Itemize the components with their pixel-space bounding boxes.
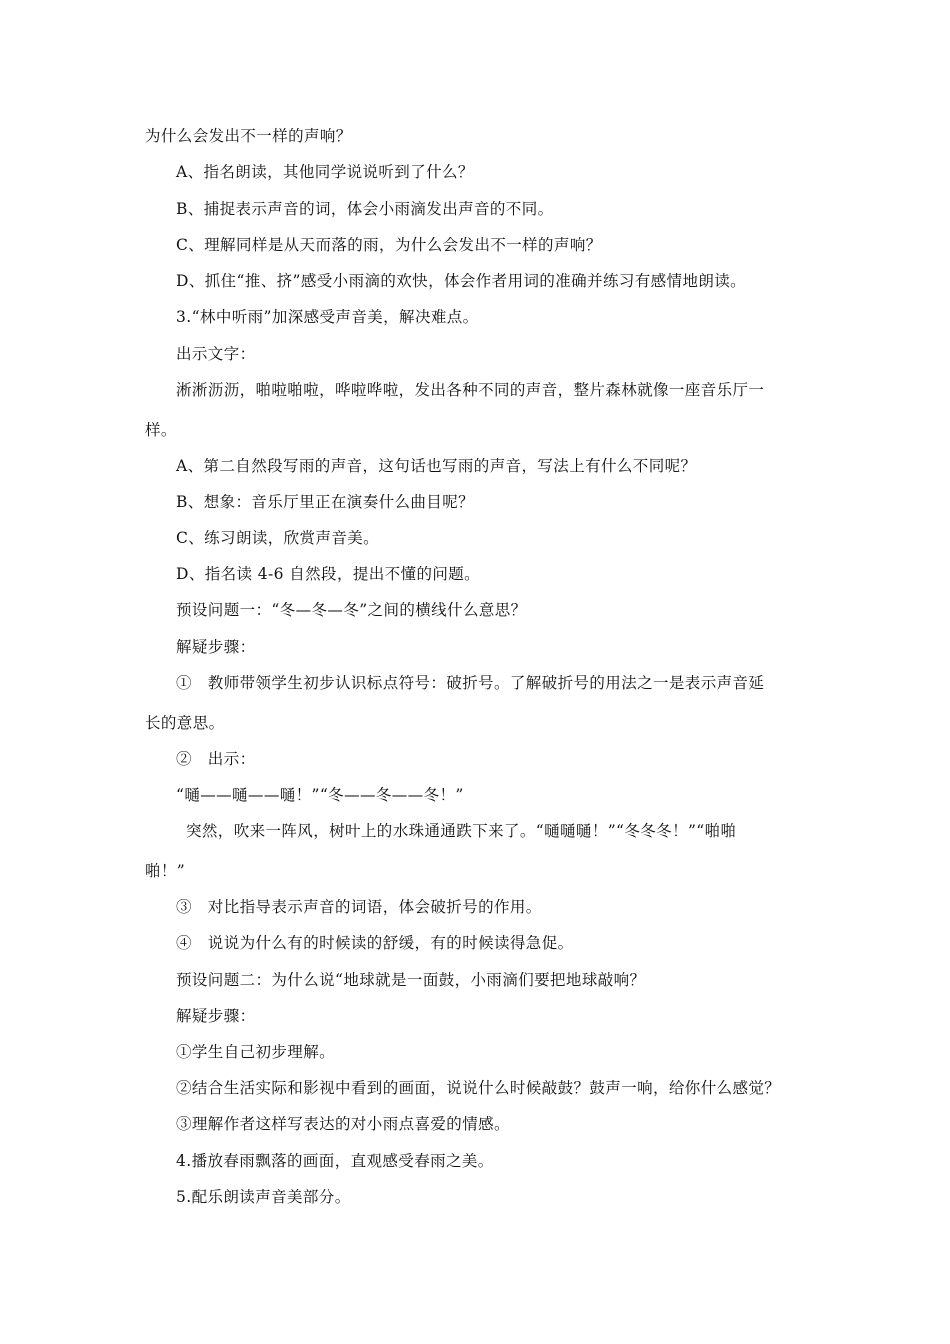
- paragraph-line: 解疑步骤：: [176, 638, 256, 656]
- paragraph-line: C、理解同样是从天而落的雨，为什么会发出不一样的声响？: [176, 236, 602, 254]
- quoted-text-line: 突然，吹来一阵风，树叶上的水珠通通跌下来了。“嗵嗵嗵！”“冬冬冬！”“啪啪: [186, 822, 737, 840]
- paragraph-line: B、想象：音乐厅里正在演奏什么曲目呢？: [176, 493, 474, 511]
- quoted-text-line: 啪！”: [145, 862, 186, 880]
- paragraph-line: 出示文字：: [176, 345, 256, 363]
- paragraph-line: 长的意思。: [145, 714, 225, 732]
- paragraph-line: ① 教师带领学生初步认识标点符号：破折号。了解破折号的用法之一是表示声音延: [176, 674, 765, 692]
- paragraph-line: D、指名读 4-6 自然段，提出不懂的问题。: [176, 565, 481, 583]
- paragraph-line: ④ 说说为什么有的时候读的舒缓，有的时候读得急促。: [176, 934, 574, 952]
- paragraph-line: 预设问题二：为什么说“地球就是一面鼓，小雨滴们要把地球敲响？: [176, 971, 646, 989]
- paragraph-line: C、练习朗读，欣赏声音美。: [176, 529, 380, 547]
- section-heading: 3.“林中听雨”加深感受声音美，解决难点。: [176, 308, 479, 326]
- paragraph-line: B、捕捉表示声音的词，体会小雨滴发出声音的不同。: [176, 200, 554, 218]
- quoted-text-line: 淅淅沥沥，啪啦啪啦，哗啦哗啦，发出各种不同的声音，整片森林就像一座音乐厅一: [176, 381, 765, 399]
- paragraph-line: 为什么会发出不一样的声响？: [145, 127, 352, 145]
- paragraph-line: ①学生自己初步理解。: [176, 1043, 336, 1061]
- paragraph-line: 预设问题一：“冬—冬—冬”之间的横线什么意思？: [176, 601, 527, 619]
- paragraph-line: A、指名朗读，其他同学说说听到了什么？: [176, 163, 474, 181]
- paragraph-line: ③理解作者这样写表达的对小雨点喜爱的情感。: [176, 1115, 510, 1133]
- paragraph-line: ③ 对比指导表示声音的词语，体会破折号的作用。: [176, 898, 542, 916]
- paragraph-line: A、第二自然段写雨的声音，这句话也写雨的声音，写法上有什么不同呢？: [176, 457, 697, 475]
- section-heading: 4.播放春雨飘落的画面，直观感受春雨之美。: [176, 1152, 494, 1170]
- paragraph-line: 解疑步骤：: [176, 1007, 256, 1025]
- paragraph-line: ②结合生活实际和影视中看到的画面，说说什么时候敲鼓？鼓声一响，给你什么感觉？: [176, 1079, 781, 1097]
- quoted-text-line: 样。: [145, 421, 177, 439]
- paragraph-line: ② 出示：: [176, 750, 256, 768]
- paragraph-line: D、抓住“推、挤”感受小雨滴的欢快，体会作者用词的准确并练习有感情地朗读。: [176, 272, 747, 290]
- quoted-text-line: “嗵——嗵——嗵！”“冬——冬——冬！”: [176, 786, 464, 804]
- section-heading: 5.配乐朗读声音美部分。: [176, 1188, 351, 1206]
